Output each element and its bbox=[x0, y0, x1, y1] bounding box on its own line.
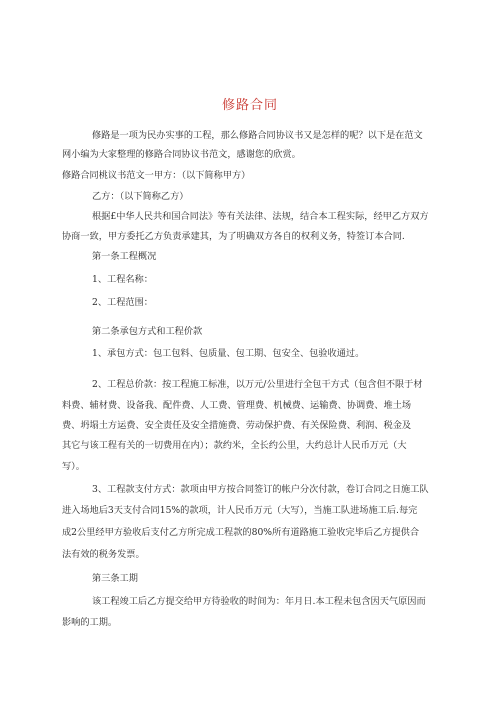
text-line: 写）。 bbox=[62, 461, 85, 472]
text-line: 修路是一项为民办实事的工程，那么修路合同协议书又是怎样的呢？以下是在范文 bbox=[92, 130, 423, 141]
text-line: 协商一致，甲方委托乙方负责承建其，为了明确双方各自的权利义务，特签订本合同. bbox=[62, 231, 405, 242]
text-line: 乙方：（以下简称乙方） bbox=[92, 191, 189, 202]
text-line: 3、工程款支付方式：款项由甲方按合同签订的帐户分次付款，卷订合同之日施工队 bbox=[92, 484, 429, 495]
text-line: 根据£中华人民共和国合同法》等有关法律、法规，结合本工程实际，经甲乙方双方 bbox=[92, 211, 429, 222]
text-line: 影响的工期。 bbox=[62, 617, 118, 628]
text-line: 网小编为大家整理的修路合同协议书范文，感谢您的欣赏。 bbox=[62, 149, 301, 160]
text-line: 料费、辅材费、设备我、配件费、人工费、管理费、机械费、运输费、协调费、堆土场 bbox=[62, 400, 412, 411]
section-heading: 第三条工期 bbox=[92, 573, 138, 584]
text-line: 该工程竣工后乙方提交给甲方待验收的时间为：年月日.本工程未包含因天气原因而 bbox=[92, 596, 426, 607]
text-line: 1、工程名称： bbox=[92, 274, 153, 285]
text-line: 成2公里经甲方验收后支付乙方所完成工程款的80%所有道路施工验收完毕后乙方提供合 bbox=[62, 527, 420, 538]
document-title: 修路合同 bbox=[221, 98, 278, 113]
text-line: 法有效的税务发票。 bbox=[62, 549, 145, 560]
text-line: 其它与该工程有关的一切费用在内）；款约米，全长约公里，大约总计人民币万元（大 bbox=[62, 440, 407, 451]
text-line: 2、工程范围： bbox=[92, 297, 153, 308]
section-heading: 第二条承包方式和工程价款 bbox=[92, 326, 203, 337]
text-line: 1、承包方式：包工包料、包质量、包工期、包安全、包验收通过。 bbox=[92, 348, 365, 359]
text-line: 进入场地后3天支付合同15%的款项，计人民币万元（大写），当施工队进场施工后.每完 bbox=[62, 505, 418, 516]
text-line: 修路合同桃议书范文一甲方：（以下简称甲方） bbox=[62, 170, 251, 181]
text-line: 费、坍塌土方运费、安全责任及安全措施费、劳动保护费、有关保险费、利润、税金及 bbox=[62, 420, 412, 431]
section-heading: 第一条工程概况 bbox=[92, 251, 157, 262]
text-line: 2、工程总价款：按工程施工标准，以万元/公里进行全包干方式（包含但不限于材 bbox=[92, 379, 423, 390]
